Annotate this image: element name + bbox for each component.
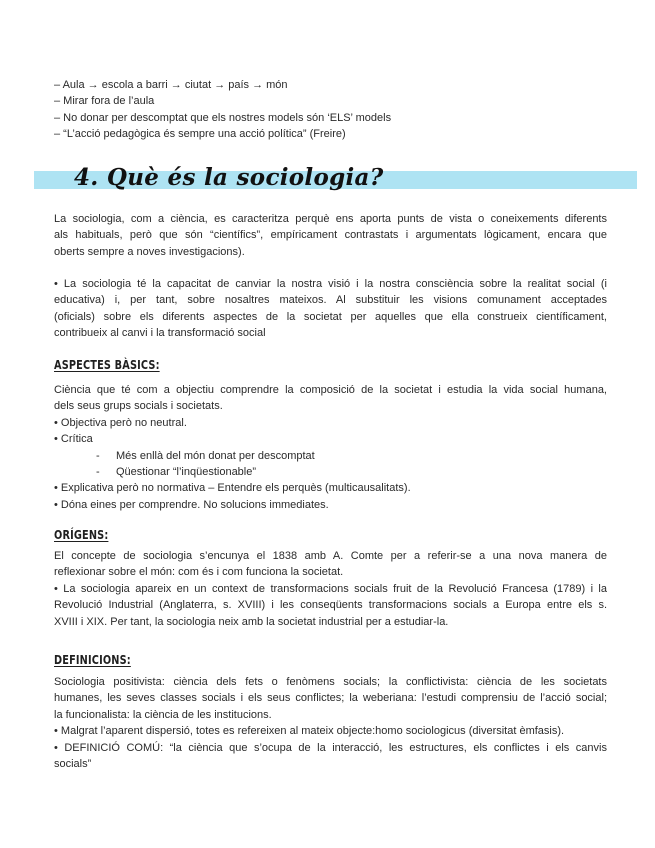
definicions-body: Sociologia positivista: ciència dels fets o fenòmens socials; la conflictivista: ciència de les societats humanes, les seves classes socials i els seus conflictes; la weberiana: l’estudi comprensiu de l’acció social; la funcionalista: la ciència de les institucions. • Malgrat l’aparent dispersió, totes es refereixen al mateix objecte:homo sociologicus (diversitat èmfasis). • DEFINICIÓ COMÚ: “la ciència que s’ocupa de la interacció, les estructures, els conflictes i els canvis socials” [54,676,607,771]
definicions-heading: DEFINICIONS: [54,652,131,667]
aspectes-basics-heading: ASPECTES BÀSICS: [54,357,160,372]
capacity-paragraph: • La sociologia té la capacitat de canviar la nostra visió i la nostra consciència sobre la realitat social (i educativa) i, per tant, sobre nosaltres mateixos. Al substituir les visions comunament acceptades (oficials) sobre els diferents aspectes de la societat per aquelles que ella construeix científicament, contribueix al canvi i la transformació social [54,278,607,340]
aspectes-basics-body: Ciència que té com a objectiu comprendre la composició de la societat i estudia la vida social humana, dels seus grups socials i societats. • Objectiva però no neutral. • Crítica - Més enllà del món donat per descomptat - Qüestionar “l’inqüestionable” • Explicativa però no normativa – Entendre els perquès (multicausalitats). • Dóna eines per comprendre. No solucions immediates. [54,382,607,513]
list-item: • Objectiva però no neutral. [54,416,187,429]
list-item: • Explicativa però no normativa – Entendre els perquès (multicausalitats). [54,482,411,495]
intro-list [54,77,607,143]
origens-heading: ORÍGENS: [54,527,109,542]
list-item: – Aula → escola a barri → ciutat → país → món [54,79,288,91]
list-item: – No donar per descomptat que els nostres models són ‘ELS’ models [54,111,392,124]
list-item: • Dóna eines per comprendre. No solucions immediates. [54,498,329,511]
origens-body: El concepte de sociologia s’encunya el 1838 amb A. Comte per a referir-se a una nova manera de reflexionar sobre el món: com és i com funciona la societat. • La sociologia apareix en un context de transformacions socials fruit de la Revolució Francesa (1789) i la Revolució Industrial (Anglaterra, s. XVIII) i les conseqüents transformacions socials a Europa entre els s. XVIII i XIX. Per tant, la sociologia neix amb la societat industrial per a estudiar-la. [54,550,607,628]
sub-list-item: - Més enllà del món donat per descomptat [96,449,315,462]
list-item: – “L’acció pedagògica és sempre una acció política” (Freire) [54,128,346,141]
list-item: • Crítica [54,433,93,446]
section-title: 4. Què és la sociologia? [74,164,384,191]
list-item: • Malgrat l’aparent dispersió, totes es refereixen al mateix objecte:homo sociologicus (diversitat èmfasis). [54,725,565,738]
intro-paragraph: La sociologia, com a ciència, es caracteritza perquè ens aporta punts de vista o coneixements diferents als habituals, però que són “científics”, empíricament contrastats i argumentats lògicament, encara que oberts sempre a noves investigacions). [54,213,607,258]
sub-list-item: - Qüestionar “l’inqüestionable” [96,466,257,479]
list-item: – Mirar fora de l’aula [54,95,155,108]
